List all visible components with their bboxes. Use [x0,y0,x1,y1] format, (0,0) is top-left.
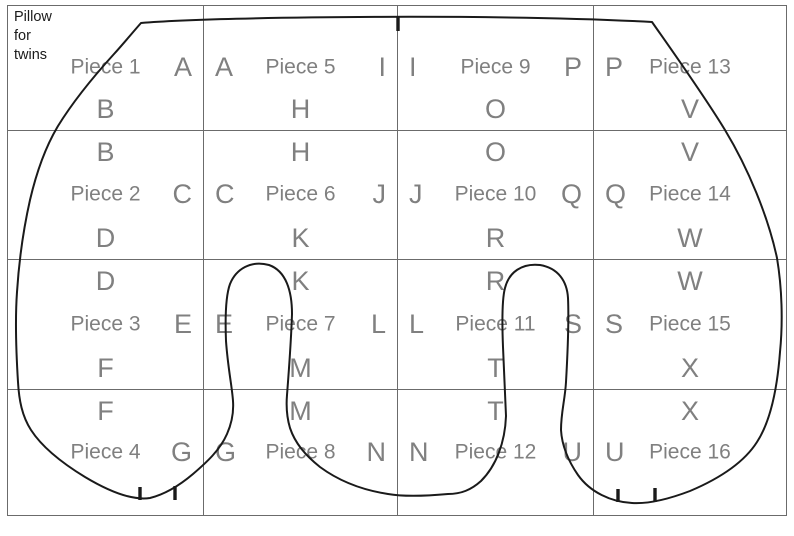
edge-letter-bottom: D [95,223,116,253]
page-title [14,8,52,65]
edge-letter-right: G [170,436,192,467]
edge-letter-bottom: R [485,223,506,253]
edge-letter-left: Q [605,178,627,209]
edge-letter-left: L [409,308,425,339]
piece-label: Piece 13 [649,55,731,79]
edge-letter-bottom: O [484,94,506,124]
edge-letter-top: F [97,396,114,426]
piece-label: Piece 15 [649,312,731,336]
piece-label: Piece 1 [70,55,141,79]
pattern-cell [594,390,786,515]
edge-letter-right: C [172,178,192,209]
edge-letter-top: R [485,266,506,296]
edge-letter-top: D [95,266,116,296]
edge-letter-bottom: K [291,223,310,253]
edge-letter-top: H [290,137,311,167]
edge-letter-left: E [215,308,234,339]
pattern-cell [398,390,594,515]
piece-label: Piece 6 [265,182,336,206]
edge-letter-right: L [370,308,386,339]
piece-label: Piece 10 [454,182,537,206]
edge-letter-top: T [487,396,504,426]
edge-letter-right: A [173,51,192,82]
edge-letter-left: I [409,51,417,82]
piece-label: Piece 3 [70,312,141,336]
pattern-cell [398,131,594,260]
edge-letter-top: W [677,266,703,296]
piece-label: Piece 14 [649,182,731,206]
edge-letter-top: M [289,396,312,426]
edge-letter-left: N [409,436,429,467]
pattern-cell [398,6,594,131]
edge-letter-right: S [563,308,582,339]
edge-letter-right: P [563,51,582,82]
piece-label: Piece 8 [265,440,336,464]
edge-letter-left: J [409,178,423,209]
title-line: for [14,28,31,45]
edge-letter-top: O [484,137,506,167]
pattern-cell [398,260,594,390]
edge-letter-left: A [215,51,234,82]
edge-letter-bottom: T [487,353,504,383]
title-line: twins [14,47,48,64]
edge-letter-top: B [96,137,115,167]
pattern-grid [7,5,787,516]
pattern-cell [204,131,398,260]
piece-label: Piece 16 [649,440,731,464]
edge-letter-bottom: M [289,353,312,383]
pattern-cell [8,390,204,515]
edge-letter-right: Q [560,178,582,209]
pattern-cell [204,6,398,131]
edge-letter-bottom: H [290,94,311,124]
edge-letter-right: N [366,436,386,467]
edge-letter-left: U [605,436,625,467]
edge-letter-top: K [291,266,310,296]
edge-letter-left: S [605,308,624,339]
pattern-cell [594,131,786,260]
piece-label: Piece 4 [70,440,141,464]
edge-letter-bottom: W [677,223,703,253]
edge-letter-left: P [605,51,624,82]
edge-letter-left: C [215,178,235,209]
edge-letter-bottom: F [97,353,114,383]
edge-letter-bottom: B [96,94,115,124]
edge-letter-top: X [680,396,699,426]
edge-letter-bottom: X [680,353,699,383]
pattern-cell [8,260,204,390]
edge-letter-bottom: V [680,94,699,124]
pattern-cell [204,390,398,515]
piece-label: Piece 12 [454,440,537,464]
edge-letter-right: I [378,51,386,82]
pattern-cell [594,260,786,390]
piece-label: Piece 9 [460,55,531,79]
edge-letter-right: U [562,436,582,467]
edge-letter-right: J [372,178,386,209]
piece-label: Piece 11 [455,312,536,336]
piece-label: Piece 2 [70,182,141,206]
edge-letter-right: E [173,308,192,339]
piece-label: Piece 5 [265,55,336,79]
pattern-cell [594,6,786,131]
edge-letter-left: G [215,436,237,467]
title-line: Pillow [14,9,52,25]
edge-letter-top: V [680,137,699,167]
pattern-cell [204,260,398,390]
pattern-cell [8,131,204,260]
piece-label: Piece 7 [265,312,336,336]
